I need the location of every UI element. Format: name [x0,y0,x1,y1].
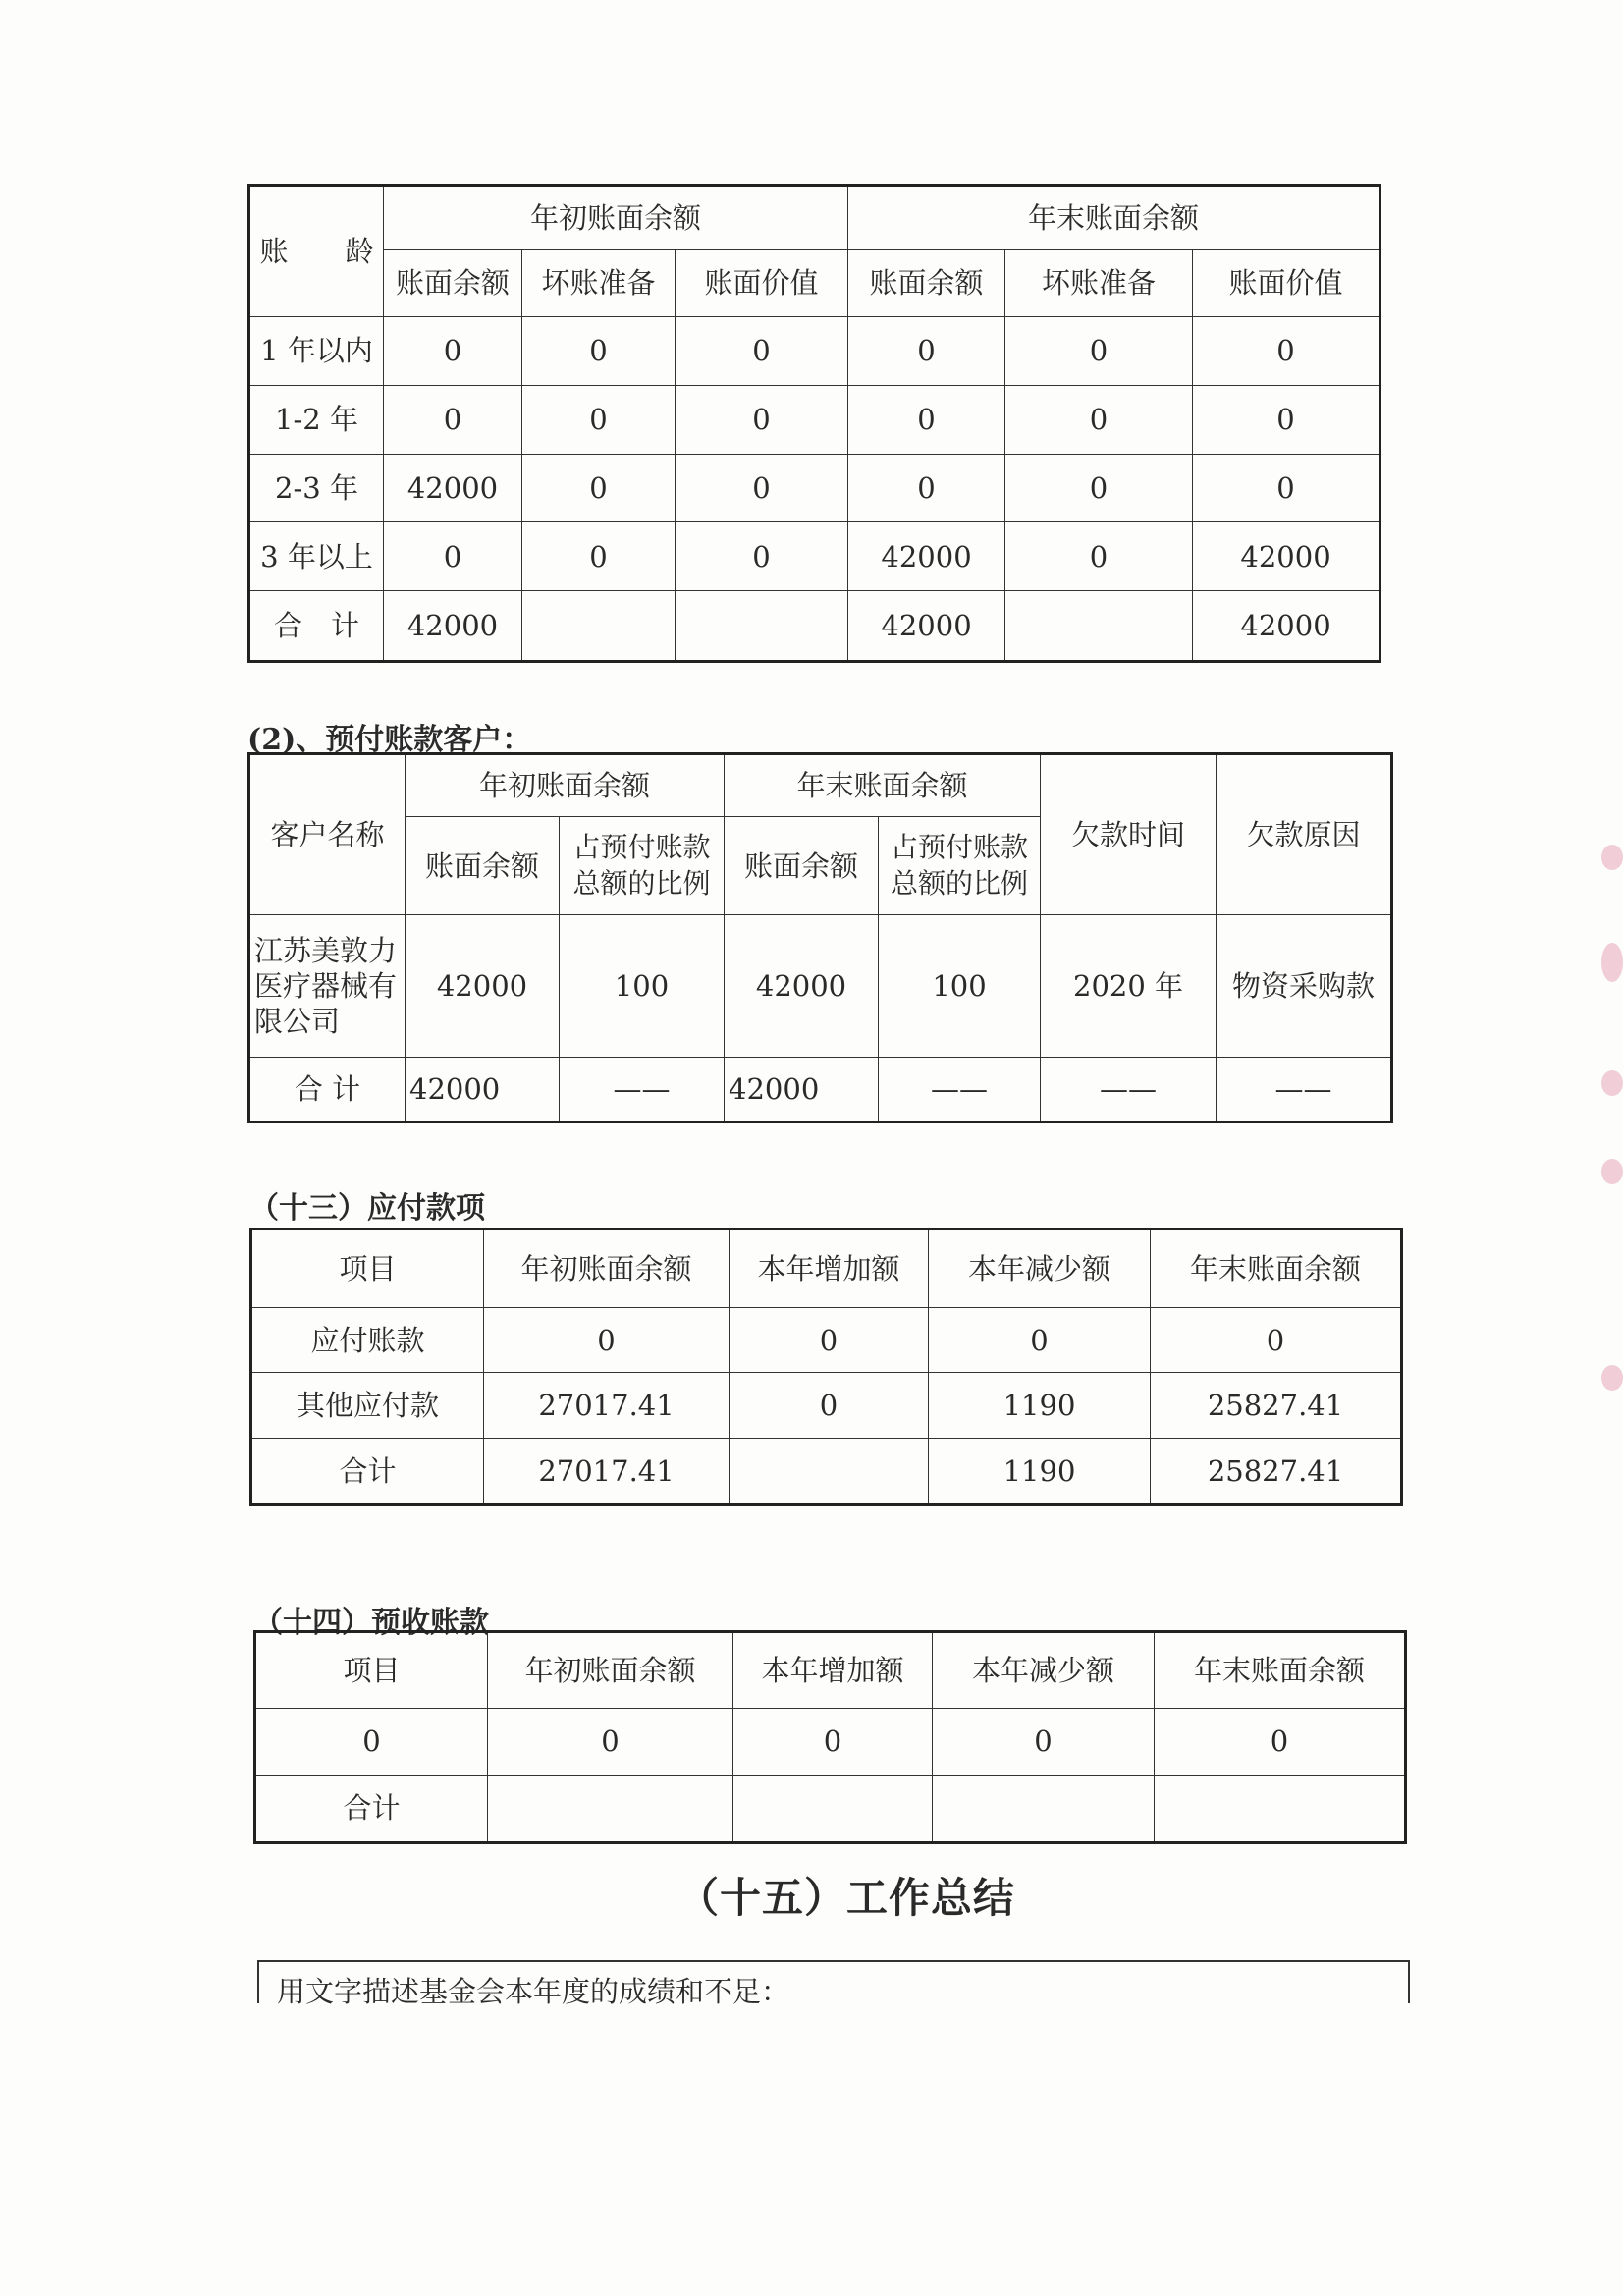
table-cell: 0 [848,385,1005,454]
stamp-mark [1601,1365,1623,1391]
customer-name-line: 江苏美敦力 [254,933,398,967]
row-label: 合 计 [249,591,384,662]
stamp-mark [1601,845,1623,870]
column-header: 年初账面余额 [488,1632,733,1709]
column-header: 本年减少额 [933,1632,1155,1709]
table-cell [733,1775,933,1842]
table-cell: 0 [1193,385,1380,454]
table-cell: 0 [522,522,676,591]
customer-name-cell [249,915,406,1057]
customer-name-header: 客户名称 [249,754,406,915]
column-header: 本年增加额 [733,1632,933,1709]
table-row [249,915,1392,1057]
table-cell: 合计 [255,1775,488,1842]
table-cell: 0 [848,317,1005,386]
table-cell: 25827.41 [1151,1373,1402,1438]
table-cell: 1190 [929,1438,1151,1504]
subheader-cell: 坏账准备 [1005,250,1193,317]
row-label: 合 计 [249,1057,406,1121]
column-header: 本年减少额 [929,1230,1151,1308]
begin-balance-group-header: 年初账面余额 [406,754,725,817]
row-label: 1 年以内 [249,317,384,386]
table-cell: 0 [384,522,522,591]
ratio-subheader-line2: 总额的比例 [891,866,1029,900]
table-cell: 0 [1193,454,1380,522]
column-header: 年初账面余额 [484,1230,730,1308]
advance-receipts-table [253,1630,1407,1844]
table-cell: 0 [522,385,676,454]
table-cell [730,1438,929,1504]
table-cell: 27017.41 [484,1373,730,1438]
table-cell: 0 [1151,1308,1402,1373]
subheader-cell: 账面余额 [725,817,879,915]
arrears-reason-header: 欠款原因 [1217,754,1392,915]
total-row [255,1775,1406,1842]
subheader-cell: 账面余额 [848,250,1005,317]
table-row [251,1308,1402,1373]
age-header: 账 龄 [249,186,384,317]
table-cell: 42000 [406,915,560,1057]
table-cell: 1190 [929,1373,1151,1438]
table-cell: 42000 [725,1057,879,1121]
table-cell: 100 [879,915,1041,1057]
table-cell: 0 [730,1308,929,1373]
end-balance-group-header: 年末账面余额 [848,186,1380,250]
column-header: 年末账面余额 [1155,1632,1406,1709]
table-row [249,522,1380,591]
table-cell: 27017.41 [484,1438,730,1504]
table-cell: 0 [676,317,848,386]
table-cell: 25827.41 [1151,1438,1402,1504]
header-row [251,1230,1402,1308]
table-cell: 42000 [1193,522,1380,591]
table-row [255,1709,1406,1776]
ageing-table [247,184,1381,663]
table-row [249,317,1380,386]
total-row [251,1438,1402,1504]
header-row [255,1632,1406,1709]
column-header: 本年增加额 [730,1230,929,1308]
subheader-cell: 账面余额 [384,250,522,317]
table-cell: 0 [1005,385,1193,454]
prepaid-table [247,752,1393,1123]
table-cell: 0 [676,454,848,522]
table-row [251,1373,1402,1438]
advance-receipts-heading: （十四）预收账款 [253,1606,489,1640]
ratio-subheader [560,817,725,915]
table-cell: 2020 年 [1041,915,1217,1057]
table-cell: 42000 [848,591,1005,662]
table-cell: 42000 [384,454,522,522]
table-cell [488,1775,733,1842]
stamp-mark [1601,943,1623,982]
table-cell: 0 [676,522,848,591]
table-cell: 0 [1155,1709,1406,1776]
table-cell: 42000 [848,522,1005,591]
table-cell: 物资采购款 [1217,915,1392,1057]
customer-name-line: 限公司 [254,1005,341,1039]
table-cell: 0 [488,1709,733,1776]
table-row [249,385,1380,454]
table-cell [1155,1775,1406,1842]
table-cell: 0 [1005,522,1193,591]
payables-table [249,1228,1403,1506]
row-label: 3 年以上 [249,522,384,591]
work-summary-prompt: 用文字描述基金会本年度的成绩和不足： [277,1975,790,2008]
work-summary-title: （十五）工作总结 [677,1874,1016,1922]
table-cell: 0 [676,385,848,454]
row-label: 2-3 年 [249,454,384,522]
table-cell: —— [1217,1057,1392,1121]
stamp-mark [1601,1159,1623,1184]
table-row [249,454,1380,522]
table-cell: 0 [522,317,676,386]
table-cell: 应付账款 [251,1308,484,1373]
table-cell: 0 [522,454,676,522]
total-row [249,1057,1392,1121]
ratio-subheader-line2: 总额的比例 [572,866,711,900]
table-cell: 0 [1193,317,1380,386]
table-cell: 0 [255,1709,488,1776]
prepaid-heading: (2)、预付账款客户： [247,723,532,757]
table-cell [933,1775,1155,1842]
subheader-cell: 账面价值 [1193,250,1380,317]
end-balance-group-header: 年末账面余额 [725,754,1041,817]
ratio-subheader [879,817,1041,915]
table-cell: 42000 [406,1057,560,1121]
table-cell: 其他应付款 [251,1373,484,1438]
table-cell: —— [879,1057,1041,1121]
ratio-subheader-line1: 占预付账款 [891,831,1029,864]
column-header: 年末账面余额 [1151,1230,1402,1308]
table-cell: 42000 [725,915,879,1057]
column-header: 项目 [251,1230,484,1308]
table-cell: 0 [484,1308,730,1373]
total-row [249,591,1380,662]
column-header: 项目 [255,1632,488,1709]
work-summary-box [257,1960,1410,2008]
table-cell [676,591,848,662]
table-cell: 42000 [384,591,522,662]
table-cell: 0 [848,454,1005,522]
customer-name-line: 医疗器械有 [254,968,398,1003]
ratio-subheader-line1: 占预付账款 [572,831,711,864]
table-cell: 0 [1005,454,1193,522]
table-cell [1005,591,1193,662]
table-cell: 0 [384,385,522,454]
table-cell: 42000 [1193,591,1380,662]
table-cell: 100 [560,915,725,1057]
stamp-mark [1601,1070,1623,1096]
subheader-cell: 账面余额 [406,817,560,915]
table-cell: 0 [929,1308,1151,1373]
table-cell: 0 [933,1709,1155,1776]
subheader-cell: 账面价值 [676,250,848,317]
table-cell: —— [560,1057,725,1121]
payables-heading: （十三）应付款项 [249,1191,485,1226]
subheader-cell: 坏账准备 [522,250,676,317]
table-cell: 合计 [251,1438,484,1504]
table-cell: —— [1041,1057,1217,1121]
arrears-time-header: 欠款时间 [1041,754,1217,915]
row-label: 1-2 年 [249,385,384,454]
table-cell: 0 [1005,317,1193,386]
begin-balance-group-header: 年初账面余额 [384,186,848,250]
table-cell: 0 [733,1709,933,1776]
table-cell [522,591,676,662]
table-cell: 0 [730,1373,929,1438]
table-cell: 0 [384,317,522,386]
